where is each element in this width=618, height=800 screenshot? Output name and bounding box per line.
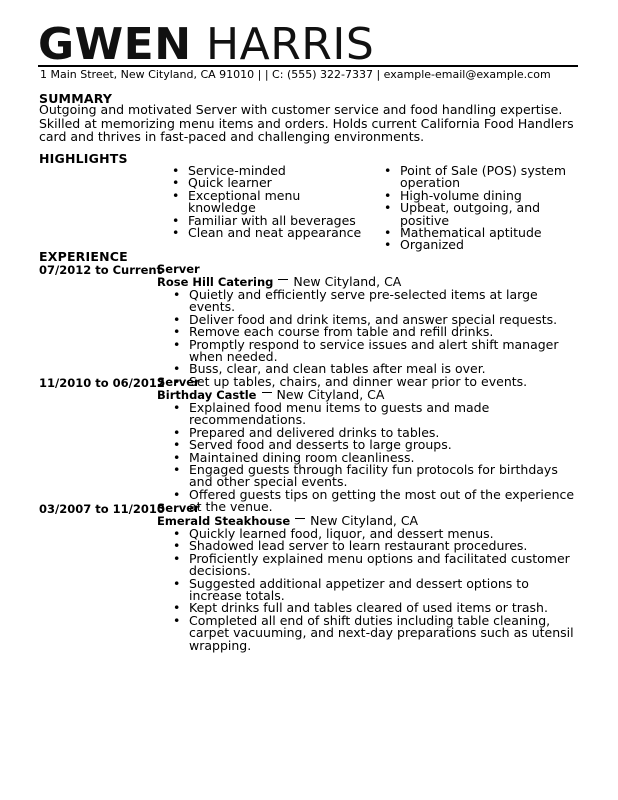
list-item: • Exceptional menu knowledge [172, 190, 372, 215]
list-item: • Clean and neat appearance [172, 227, 372, 239]
list-item: • Promptly respond to service issues and alert shift manager when needed. [173, 339, 577, 364]
job-duties-list [173, 402, 577, 514]
list-item: • Shadowed lead server to learn restaurant procedures. [173, 540, 577, 552]
job-dates: 03/2007 to 11/2010 [39, 502, 165, 516]
highlights-heading: HIGHLIGHTS [39, 151, 128, 166]
list-item: • Quietly and efficiently serve pre-selected items at large events. [173, 289, 577, 314]
summary-text: Outgoing and motivated Server with customer service and food handling expertise. Skilled at memorizing menu items and orders. Holds current California Food Handlers card and thrives in fast-paced and challenging environments. [39, 102, 574, 144]
list-item: • Mathematical aptitude [384, 227, 584, 239]
list-item: • Explained food menu items to guests and made recommendations. [173, 402, 577, 427]
job-company: Birthday Castle [157, 388, 257, 402]
summary-heading: SUMMARY [39, 91, 113, 106]
job-duties-list [173, 289, 577, 388]
list-item: • Proficiently explained menu options and facilitated customer decisions. [173, 553, 577, 578]
job-company: Rose Hill Catering [157, 275, 274, 289]
dash-separator [295, 518, 305, 519]
list-item: • Point of Sale (POS) system operation [384, 165, 584, 190]
list-item: • Completed all end of shift duties including table cleaning, carpet vacuuming, and next-day preparations such as utensil wrapping. [173, 615, 577, 652]
list-item: • Deliver food and drink items, and answer special requests. [173, 314, 577, 326]
highlights-left-list [172, 165, 372, 239]
job-location: New Cityland, CA [293, 274, 402, 289]
list-item: • Upbeat, outgoing, and positive [384, 202, 584, 227]
job-dates: 07/2012 to Current [39, 263, 163, 277]
dash-separator [278, 279, 288, 280]
job-company: Emerald Steakhouse [157, 514, 291, 528]
list-item: • Prepared and delivered drinks to tables. [173, 427, 577, 439]
list-item: • Quick learner [172, 177, 372, 189]
list-item: • Kept drinks full and tables cleared of used items or trash. [173, 602, 577, 614]
candidate-name [38, 19, 375, 70]
list-item: • Suggested additional appetizer and dessert options to increase totals. [173, 578, 577, 603]
list-item: • Buss, clear, and clean tables after meal is over. [173, 363, 577, 375]
job-title: Server [157, 375, 200, 389]
list-item: • Maintained dining room cleanliness. [173, 452, 577, 464]
list-item: • High-volume dining [384, 190, 584, 202]
experience-heading: EXPERIENCE [39, 249, 128, 264]
job-title: Server [157, 262, 200, 276]
job-duties-list [173, 528, 577, 652]
job-details [157, 376, 577, 514]
list-item: • Offered guests tips on getting the most out of the experience at the venue. [173, 489, 577, 514]
list-item: • Set up tables, chairs, and dinner wear prior to events. [173, 376, 577, 388]
list-item: • Remove each course from table and refill drinks. [173, 326, 577, 338]
last-name: HARRIS [206, 19, 375, 70]
job-location: New Cityland, CA [276, 387, 385, 402]
contact-line: 1 Main Street, New Cityland, CA 91010 | | C: (555) 322-7337 | example-email@example.com [40, 68, 551, 81]
list-item: • Organized [384, 239, 584, 251]
job-dates: 11/2010 to 06/2012 [39, 376, 165, 390]
job-details [157, 502, 577, 652]
list-item: • Served food and desserts to large groups. [173, 439, 577, 451]
job-title: Server [157, 501, 200, 515]
header-divider [38, 65, 578, 67]
first-name: GWEN [38, 19, 192, 70]
dash-separator [262, 392, 272, 393]
highlights-right-list [384, 165, 584, 252]
list-item: • Quickly learned food, liquor, and dessert menus. [173, 528, 577, 540]
list-item: • Service-minded [172, 165, 372, 177]
list-item: • Familiar with all beverages [172, 215, 372, 227]
list-item: • Engaged guests through facility fun protocols for birthdays and other special events. [173, 464, 577, 489]
job-location: New Cityland, CA [310, 513, 419, 528]
job-details [157, 263, 577, 388]
